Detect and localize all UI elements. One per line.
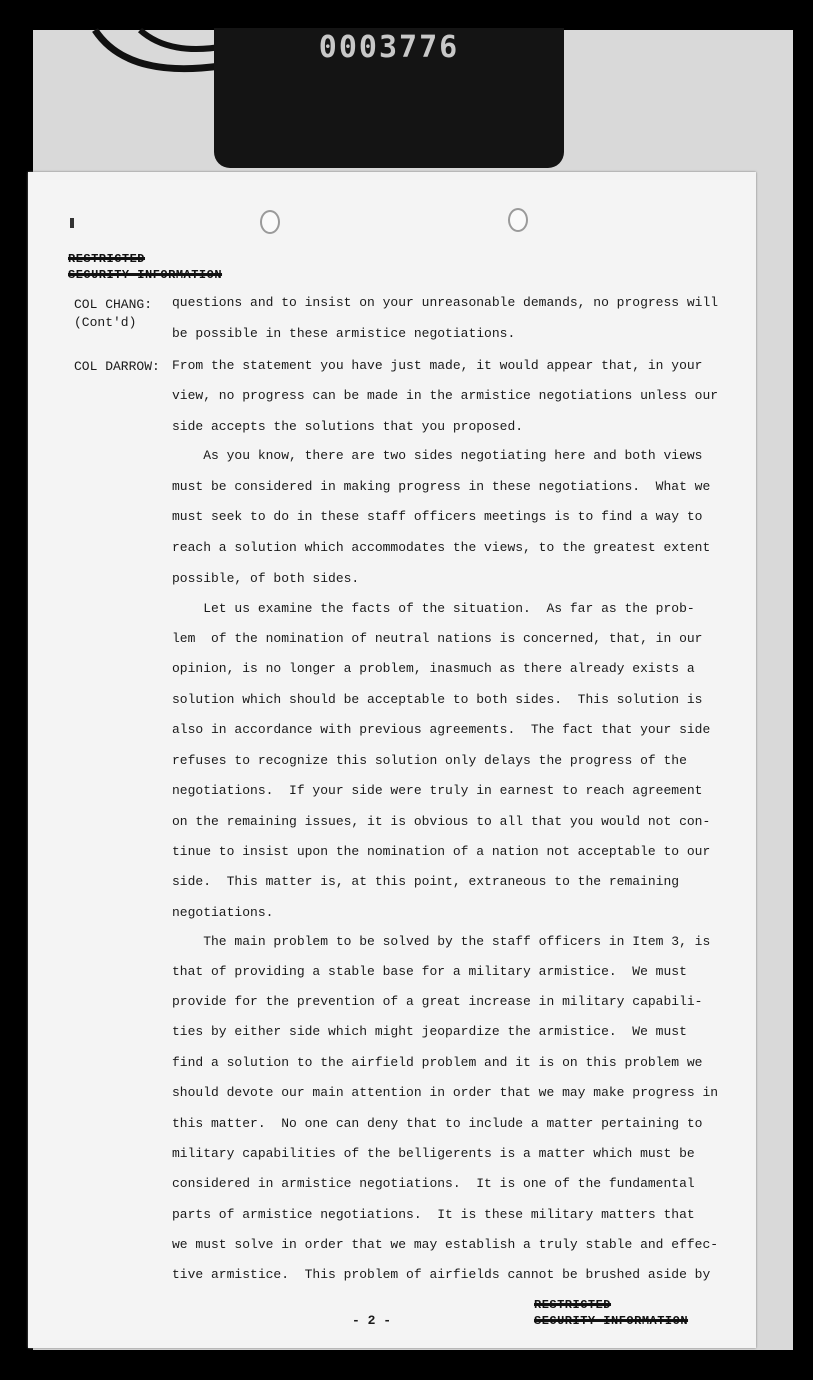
- text-line: considered in armistice negotiations. It is one of the fundamental: [172, 1176, 695, 1191]
- footer-security-information: SECURITY INFORMATION: [534, 1314, 689, 1328]
- text-line: on the remaining issues, it is obvious to all that you would not con-: [172, 814, 711, 829]
- frame-clip: [214, 28, 564, 168]
- text-line: Let us examine the facts of the situation. As far as the prob-: [172, 601, 695, 616]
- text-line: negotiations. If your side were truly in earnest to reach agreement: [172, 783, 703, 798]
- text-line: tive armistice. This problem of airfields cannot be brushed aside by: [172, 1267, 711, 1282]
- text-line: solution which should be acceptable to both sides. This solution is: [172, 692, 703, 707]
- header-security-information: SECURITY INFORMATION: [68, 268, 223, 282]
- text-line: parts of armistice negotiations. It is these military matters that: [172, 1207, 695, 1222]
- page-number: - 2 -: [352, 1313, 392, 1328]
- text-line: possible, of both sides.: [172, 571, 360, 586]
- text-line: negotiations.: [172, 905, 274, 920]
- text-line: The main problem to be solved by the staff officers in Item 3, is: [172, 934, 711, 949]
- text-line: provide for the prevention of a great increase in military capabili-: [172, 994, 703, 1009]
- text-line: this matter. No one can deny that to include a matter pertaining to: [172, 1116, 703, 1131]
- speaker-col-darrow: COL DARROW:: [74, 359, 160, 374]
- text-line: must seek to do in these staff officers meetings is to find a way to: [172, 509, 703, 524]
- text-line: find a solution to the airfield problem and it is on this problem we: [172, 1055, 703, 1070]
- cable-graphic: [90, 28, 230, 88]
- text-line: view, no progress can be made in the armistice negotiations unless our: [172, 388, 719, 403]
- header-restricted: RESTRICTED: [68, 252, 146, 266]
- text-line: lem of the nomination of neutral nations is concerned, that, in our: [172, 631, 703, 646]
- text-line: reach a solution which accommodates the views, to the greatest extent: [172, 540, 711, 555]
- text-line: side. This matter is, at this point, extraneous to the remaining: [172, 874, 680, 889]
- punch-hole-right: [508, 208, 528, 232]
- text-line: we must solve in order that we may establish a truly stable and effec-: [172, 1237, 719, 1252]
- text-line: be possible in these armistice negotiations.: [172, 326, 516, 341]
- text-line: that of providing a stable base for a military armistice. We must: [172, 964, 687, 979]
- text-line: ties by either side which might jeopardize the armistice. We must: [172, 1024, 687, 1039]
- text-line: refuses to recognize this solution only delays the progress of the: [172, 753, 687, 768]
- text-line: tinue to insist upon the nomination of a nation not acceptable to our: [172, 844, 711, 859]
- footer-restricted: RESTRICTED: [534, 1298, 612, 1312]
- frame-number: 0003776: [318, 30, 460, 65]
- text-line: questions and to insist on your unreasonable demands, no progress will: [172, 295, 719, 310]
- punch-hole-left: [260, 210, 280, 234]
- text-line: should devote our main attention in order that we may make progress in: [172, 1085, 719, 1100]
- corner-mark: [70, 218, 74, 228]
- text-line: also in accordance with previous agreements. The fact that your side: [172, 722, 711, 737]
- text-line: opinion, is no longer a problem, inasmuch as there already exists a: [172, 661, 695, 676]
- text-line: military capabilities of the belligerents is a matter which must be: [172, 1146, 695, 1161]
- text-line: must be considered in making progress in these negotiations. What we: [172, 479, 711, 494]
- speaker-col-chang: COL CHANG: (Cont'd): [74, 297, 153, 330]
- text-line: side accepts the solutions that you proposed.: [172, 419, 524, 434]
- text-line: As you know, there are two sides negotiating here and both views: [172, 448, 703, 463]
- text-line: From the statement you have just made, it would appear that, in your: [172, 358, 703, 373]
